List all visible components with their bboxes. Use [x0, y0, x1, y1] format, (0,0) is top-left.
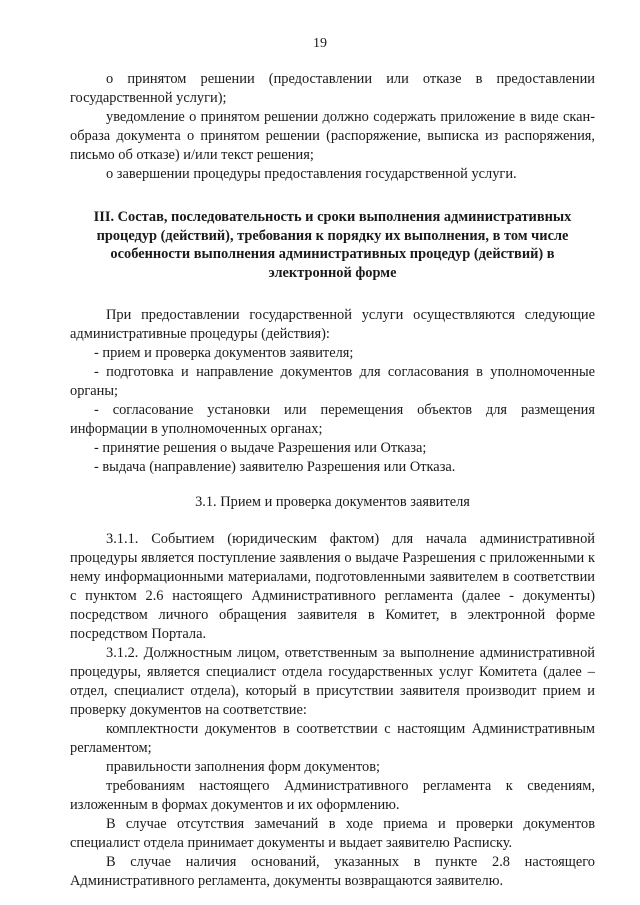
- subsection-paragraph: правильности заполнения форм документов;: [106, 759, 381, 775]
- procedure-item: - принятие решения о выдаче Разрешения или Отказа;: [94, 440, 427, 456]
- document-body: [70, 70, 595, 891]
- page-number: 19: [313, 36, 327, 51]
- procedure-item: - согласование установки или перемещения объектов для размещения информации в уполномоченных органах;: [70, 402, 595, 437]
- procedure-item: - подготовка и направление документов для согласования в уполномоченные органы;: [70, 364, 595, 399]
- subsection-paragraph: В случае наличия оснований, указанных в пункте 2.8 настоящего Административного регламента, документы возвращаются заявителю.: [70, 854, 595, 889]
- intro-paragraph: о завершении процедуры предоставления государственной услуги.: [106, 166, 517, 182]
- procedure-item: - прием и проверка документов заявителя;: [94, 345, 354, 361]
- intro-paragraph: уведомление о принятом решении должно содержать приложение в виде скан-образа документа о принятом решении (распоряжение, выписка из распоряжения, письмо об отказе) и/или текст решения;: [70, 109, 595, 163]
- subsection-paragraph: 3.1.1. Событием (юридическим фактом) для начала административной процедуры является поступление заявления о выдаче Разрешения с приложенными к нему информационными материалами, подготовленными заявителем в соответствии с пунктом 2.6 настоящего Административного регламента (далее - документы) посредством личного обращения заявителя в Комитет, в электронной форме посредством Портала.: [70, 531, 595, 642]
- section-heading: III. Состав, последовательность и сроки выполнения административных процедур (действий), требования к порядку их выполнения, в том числе особенности выполнения административных процедур (действий) в электронной форме: [93, 209, 572, 281]
- subsection-paragraph: комплектности документов в соответствии с настоящим Административным регламентом;: [70, 721, 595, 756]
- procedure-item: - выдача (направление) заявителю Разрешения или Отказа.: [94, 459, 456, 475]
- subsection-paragraph: требованиям настоящего Административного регламента к сведениям, изложенным в формах документов и их оформлению.: [70, 778, 595, 813]
- subsection-paragraph: В случае отсутствия замечаний в ходе приема и проверки документов специалист отдела принимает документы и выдает заявителю Расписку.: [70, 816, 595, 851]
- section-lead: При предоставлении государственной услуги осуществляются следующие административные процедуры (действия):: [70, 307, 595, 342]
- subsection-paragraph: 3.1.2. Должностным лицом, ответственным за выполнение административной процедуры, является специалист отдела государственных услуг Комитета (далее – отдел, специалист отдела), который в присутствии заявителя производит прием и проверку документов на соответствие:: [70, 645, 595, 718]
- subsection-heading: 3.1. Прием и проверка документов заявителя: [195, 494, 470, 510]
- intro-paragraph: о принятом решении (предоставлении или отказе в предоставлении государственной услуги);: [70, 71, 595, 106]
